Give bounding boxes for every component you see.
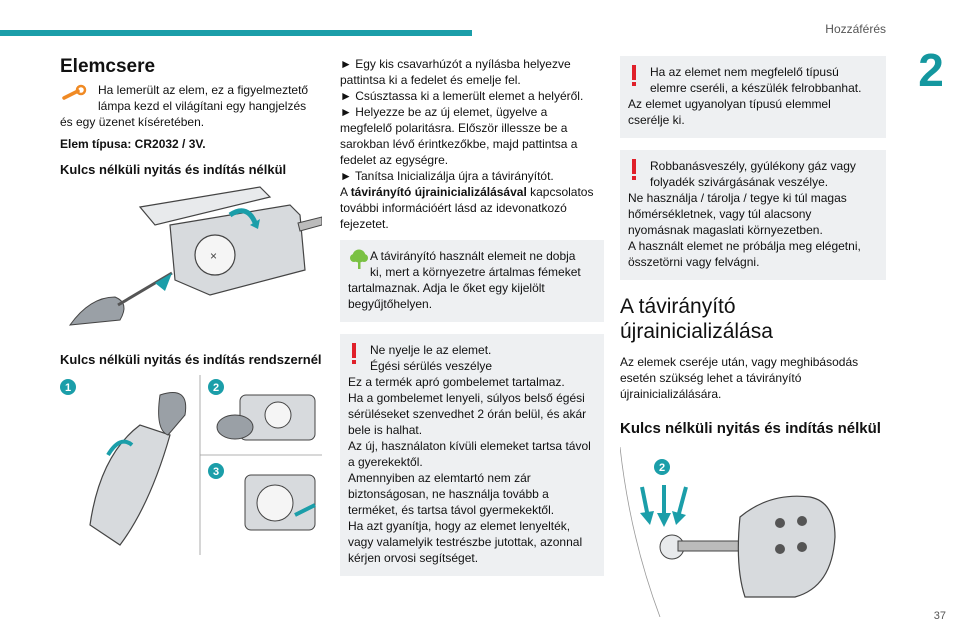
swallow-warning bbox=[340, 334, 604, 576]
warning-line: elemre cseréli, a készülék felrobbanhat. bbox=[650, 81, 862, 95]
step-line: sarokban lévő érintkezőkbe, majd pattintsa a bbox=[340, 137, 578, 151]
step-line: ► Egy kis csavarhúzót a nyílásba helyezve bbox=[340, 57, 571, 71]
reference-line-3: fejezetet. bbox=[340, 217, 389, 231]
warning-line: Az elemet ugyanolyan típusú elemmel bbox=[628, 97, 831, 111]
warning-line: összetörni vagy felvágni. bbox=[628, 255, 760, 269]
battery-warning-intro bbox=[60, 82, 322, 114]
explosion-warning bbox=[620, 150, 886, 280]
svg-text:×: × bbox=[210, 249, 218, 263]
eco-line: tartalmaznak. Adja le őket egy kijelölt bbox=[348, 281, 545, 295]
reinit-title: A távirányító újrainicializálása bbox=[620, 295, 773, 343]
wrench-icon bbox=[60, 82, 90, 106]
reference-line: A távirányító újrainicializálásával kapcsolatos bbox=[340, 185, 594, 199]
step-line: ► Tanítsa Inicializálja újra a távirányítót. bbox=[340, 169, 554, 183]
battery-type: Elem típusa: CR2032 / 3V. bbox=[60, 137, 206, 151]
section-title: Elemcsere bbox=[60, 56, 156, 77]
reinit-subheading: Kulcs nélküli nyitás és indítás nélkül bbox=[620, 420, 881, 437]
eco-line: A távirányító használt elemeit ne dobja bbox=[370, 249, 576, 263]
replacement-steps bbox=[340, 56, 604, 232]
reinit-body-3: újrainicializálására. bbox=[620, 387, 722, 401]
column-1 bbox=[60, 56, 322, 560]
warning-line: Ha azt gyanítja, hogy az elemet lenyelték, bbox=[348, 519, 571, 533]
warning-icon bbox=[630, 65, 638, 87]
subheading-keyless-absent: Kulcs nélküli nyitás és indítás nélkül bbox=[60, 162, 287, 177]
warning-line: Ha a gombelemet lenyeli, súlyos belső égési bbox=[348, 391, 585, 405]
warning-line: Robbanásveszély, gyúlékony gáz vagy bbox=[650, 159, 856, 173]
warning-line: Ne használja / tárolja / tegye ki túl magas bbox=[628, 191, 847, 205]
warning-line: kérjen orvosi segítséget. bbox=[348, 551, 479, 565]
warning-line: Az új, használaton kívüli elemeket tartsa távol bbox=[348, 439, 591, 453]
warning-line: bele is halhat. bbox=[348, 423, 423, 437]
warning-line: a gyerekektől. bbox=[348, 455, 423, 469]
warning-icon bbox=[350, 343, 358, 365]
warning-icon bbox=[630, 159, 638, 181]
warning-line: A használt elemet ne próbálja meg elégetni, bbox=[628, 239, 861, 253]
reinit-body-1: Az elemek cseréje után, vagy meghibásodás bbox=[620, 355, 859, 369]
column-3 bbox=[620, 56, 886, 622]
reinit-body-2: esetén szükség lehet a távirányító bbox=[620, 371, 802, 385]
recycle-tree-icon bbox=[350, 249, 368, 269]
key-ignition-illustration bbox=[620, 447, 882, 617]
intro-line-2: lámpa kezd el világítani egy hangjelzés bbox=[98, 99, 307, 113]
warning-line: folyadék szivárgásának veszélye. bbox=[650, 175, 829, 189]
eco-line: ki, mert a környezetre ártalmas fémeket bbox=[370, 265, 581, 279]
page-number: 37 bbox=[933, 610, 946, 622]
key-battery-illustration bbox=[60, 185, 322, 335]
step-line: megfelelő polaritásra. Először illessze be a bbox=[340, 121, 568, 135]
warning-line: Ez a termék apró gombelemet tartalmaz. bbox=[348, 375, 565, 389]
warning-line: sérüléseket szenvedhet 2 órán belül, és akár bbox=[348, 407, 587, 421]
warning-line: nyomásnak magaslati környezetben. bbox=[628, 223, 823, 237]
warning-line: hőmérsékletnek, vagy túl alacsony bbox=[628, 207, 812, 221]
step-label: 2 bbox=[659, 462, 666, 474]
battery-type-warning bbox=[620, 56, 886, 138]
step-line: pattintsa ki a fedelet és emelje fel. bbox=[340, 73, 521, 87]
step-line: ► Csúsztassa ki a lemerült elemet a helyéről. bbox=[340, 89, 584, 103]
warning-line: Égési sérülés veszélye bbox=[370, 359, 493, 373]
reference-link: távirányító újrainicializálásával bbox=[350, 185, 527, 199]
column-2 bbox=[340, 56, 604, 588]
subheading-keyless-present: Kulcs nélküli nyitás és indítás rendszernél bbox=[60, 352, 322, 367]
reference-line-2: további információért lásd az idevonatkozó bbox=[340, 201, 567, 215]
warning-line: Amennyiben az elemtartó nem zár bbox=[348, 471, 531, 485]
warning-line: cserélje ki. bbox=[628, 113, 685, 127]
warning-line: vagy valamelyik testrészbe jutottak, azonnal bbox=[348, 535, 583, 549]
warning-line: Ha az elemet nem megfelelő típusú bbox=[650, 65, 839, 79]
intro-line-3: és egy üzenet kíséretében. bbox=[60, 115, 205, 129]
warning-line: Ne nyelje le az elemet. bbox=[370, 343, 492, 357]
keyless-battery-illustration bbox=[60, 375, 322, 555]
warning-line: biztonságosan, ne használja tovább a bbox=[348, 487, 549, 501]
step-label-2: 2 bbox=[213, 382, 220, 394]
step-line: fedelet az egységre. bbox=[340, 153, 449, 167]
section-name: Hozzáférés bbox=[825, 22, 886, 36]
chapter-number: 2 bbox=[902, 42, 960, 98]
step-label-1: 1 bbox=[65, 382, 72, 394]
step-line: ► Helyezze be az új elemet, ügyelve a bbox=[340, 105, 548, 119]
eco-line: begyűjtőhelyen. bbox=[348, 297, 433, 311]
step-label-3: 3 bbox=[213, 466, 220, 478]
warning-line: terméket, és tartsa távol gyermekektől. bbox=[348, 503, 555, 517]
intro-line-1: Ha lemerült az elem, ez a figyelmeztető bbox=[98, 83, 309, 97]
eco-notice bbox=[340, 240, 604, 322]
header-accent-bar bbox=[0, 30, 472, 36]
